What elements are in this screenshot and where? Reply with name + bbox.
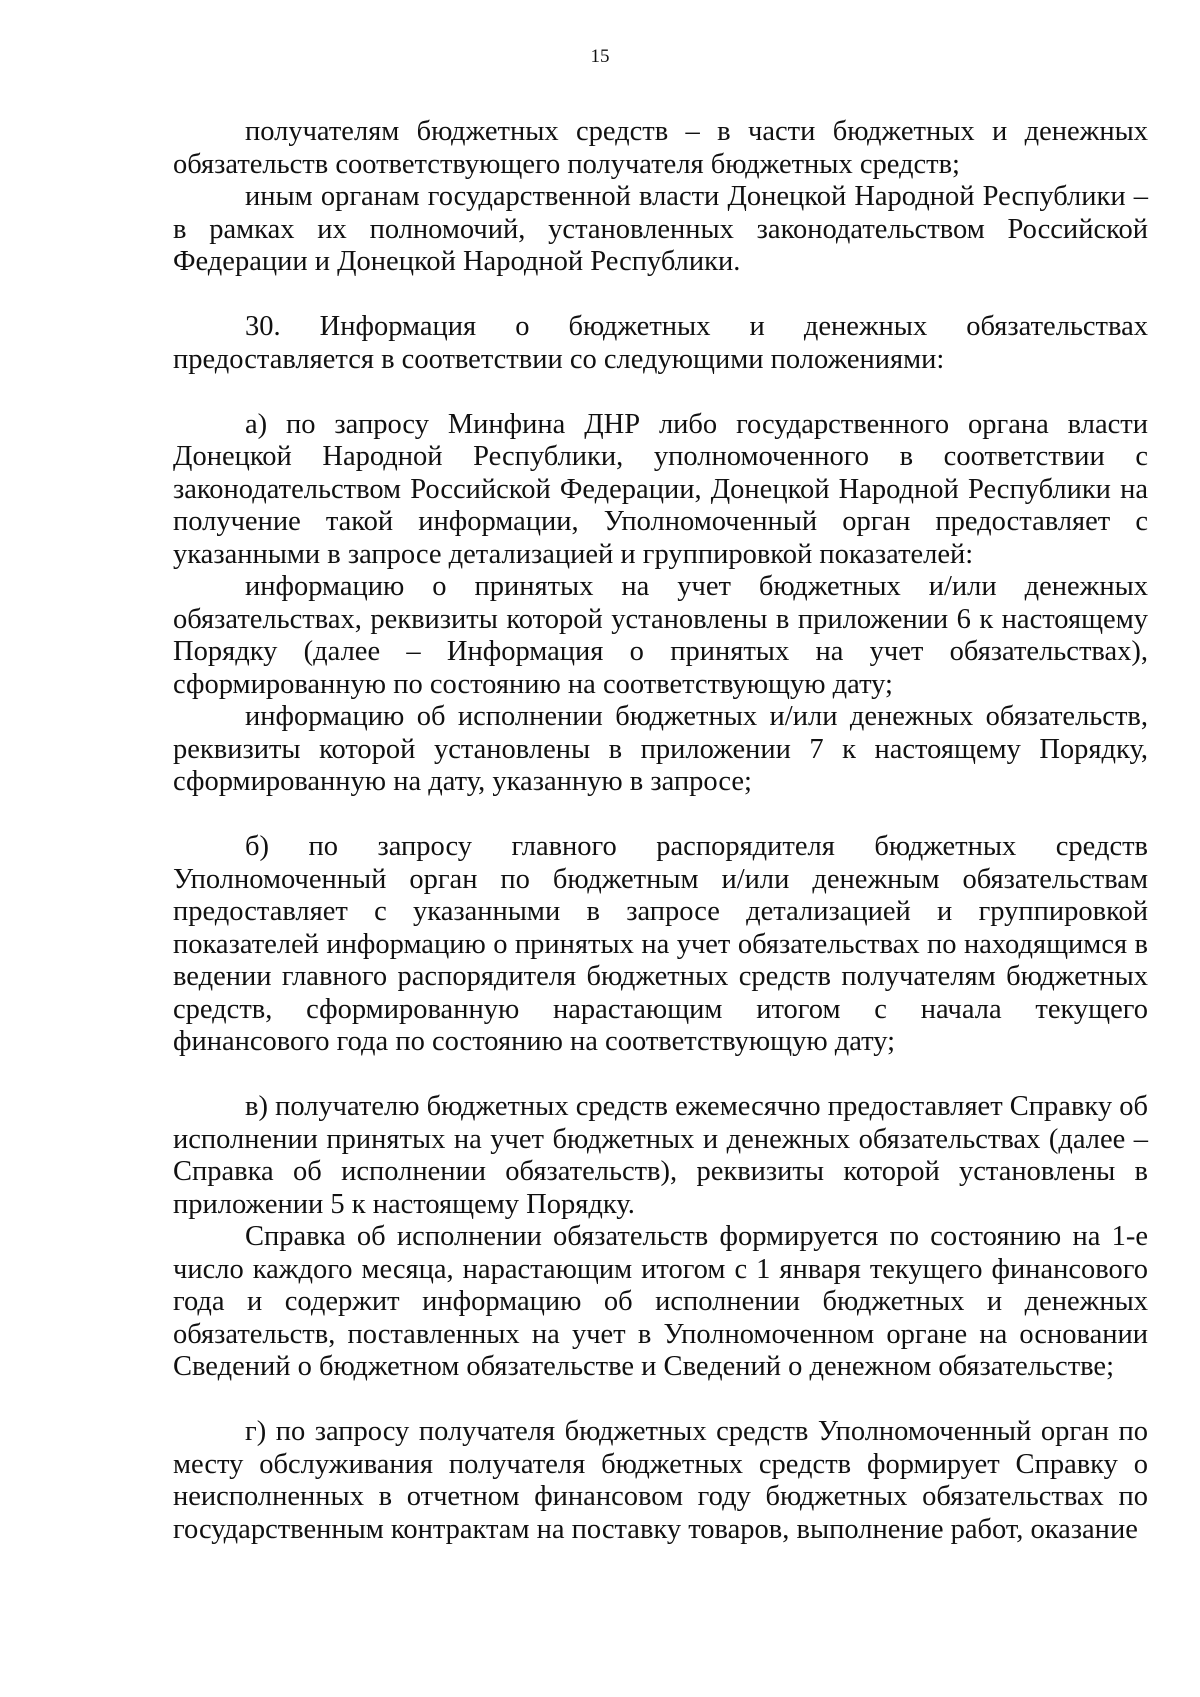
- paragraph-subitem-g: г) по запросу получателя бюджетных средств Уполномоченный орган по месту обслуживания получателя бюджетных средств формирует Справку о неисполненных в отчетном финансовом году бюджетных обязательствах по государственным контрактам на поставку товаров, выполнение работ, оказание: [173, 1416, 1148, 1545]
- paragraph-other-authorities: иным органам государственной власти Донецкой Народной Республики – в рамках их полномочий, установленных законодательством Российской Федерации и Донецкой Народной Республики.: [173, 181, 1148, 277]
- paragraph-recipients: получателям бюджетных средств – в части бюджетных и денежных обязательств соответствующего получателя бюджетных средств;: [173, 116, 1148, 180]
- paragraph-subitem-v: в) получателю бюджетных средств ежемесячно предоставляет Справку об исполнении принятых на учет бюджетных и денежных обязательствах (далее – Справка об исполнении обязательств), реквизиты которой установлены в приложении 5 к настоящему Порядку.: [173, 1091, 1148, 1220]
- paragraph-item-30: 30. Информация о бюджетных и денежных обязательствах предоставляется в соответствии со следующими положениями:: [173, 311, 1148, 375]
- page-number: 15: [590, 46, 610, 67]
- document-body: [173, 116, 1148, 1546]
- paragraph-subitem-b: б) по запросу главного распорядителя бюджетных средств Уполномоченный орган по бюджетным и/или денежным обязательствам предоставляет с указанными в запросе детализацией и группировкой показателей информацию о принятых на учет обязательствах по находящимся в ведении главного распорядителя бюджетных средств получателям бюджетных средств, сформированную нарастающим итогом с начала текущего финансового года по состоянию на соответствующую дату;: [173, 831, 1148, 1057]
- paragraph-info-accepted-obligations: информацию о принятых на учет бюджетных и/или денежных обязательствах, реквизиты которой установлены в приложении 6 к настоящему Порядку (далее – Информация о принятых на учет обязательствах), сформированную по состоянию на соответствующую дату;: [173, 571, 1148, 700]
- paragraph-subitem-a: а) по запросу Минфина ДНР либо государственного органа власти Донецкой Народной Республики, уполномоченного в соответствии с законодательством Российской Федерации, Донецкой Народной Республики на получение такой информации, Уполномоченный орган предоставляет с указанными в запросе детализацией и группировкой показателей:: [173, 408, 1148, 570]
- paragraph-execution-certificate: Справка об исполнении обязательств формируется по состоянию на 1-е число каждого месяца, нарастающим итогом с 1 января текущего финансового года и содержит информацию об исполнении бюджетных и денежных обязательств, поставленных на учет в Уполномоченном органе на основании Сведений о бюджетном обязательстве и Сведений о денежном обязательстве;: [173, 1221, 1148, 1382]
- paragraph-info-execution: информацию об исполнении бюджетных и/или денежных обязательств, реквизиты которой установлены в приложении 7 к настоящему Порядку, сформированную на дату, указанную в запросе;: [173, 701, 1148, 797]
